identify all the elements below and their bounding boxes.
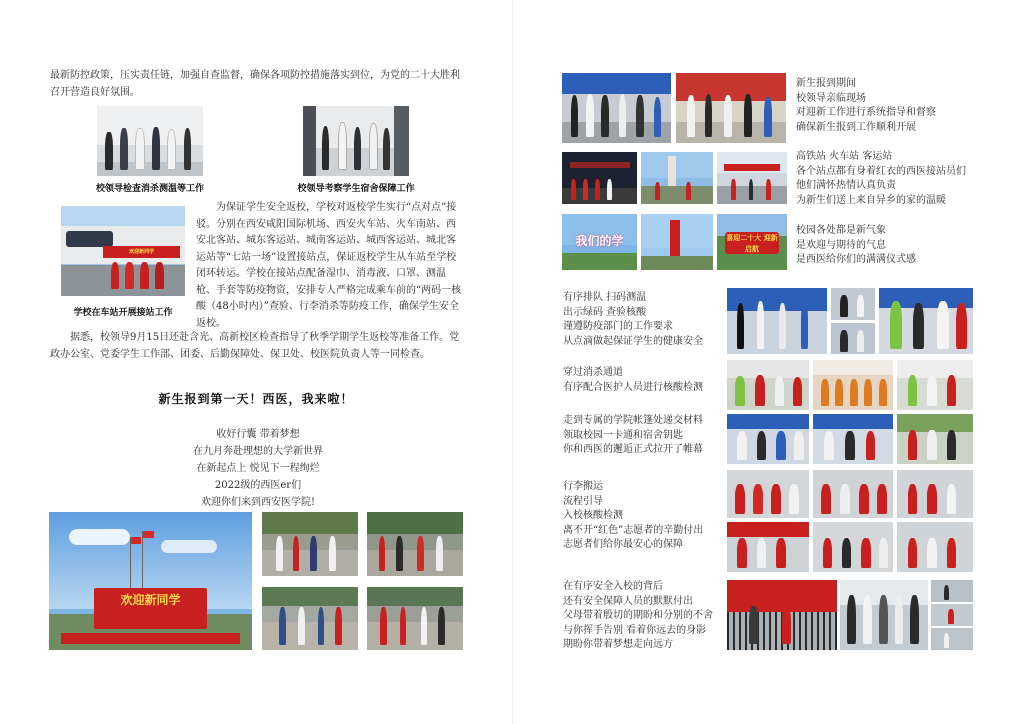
- text-line: 领取校园一卡通和宿舍钥匙: [563, 429, 683, 441]
- station-banner: [103, 246, 180, 259]
- text-group-campus: [796, 224, 916, 268]
- photo-station-day: [641, 152, 713, 204]
- intro-text: 最新防控政策，压实责任链，加强自查监督，确保各项防控措施落实到位，为党的二十大胜利召开营造良好氛围。: [50, 70, 460, 98]
- text-line: 期盼你带着梦想走向远方: [563, 639, 673, 650]
- photo-volunteers-2: [813, 470, 893, 518]
- party-sign: [725, 232, 778, 254]
- photo-scan-temp: [831, 288, 875, 320]
- photo-station-gate: [717, 152, 787, 204]
- party-sign-text: 喜迎二十大 迎新启航: [726, 232, 778, 253]
- text-line: 为新生们送上来自异乡的家的温暖: [796, 194, 946, 206]
- caption-station: 学校在车站开展接站工作: [73, 308, 173, 318]
- text-line: 父母带着殷切的期盼和分别的不舍: [563, 610, 713, 621]
- text-line: 高铁站 火车站 客运站: [796, 151, 893, 162]
- text-line: 流程引导: [563, 495, 603, 507]
- photo-code-check: [727, 288, 827, 354]
- photo-campus-gate: [49, 512, 252, 650]
- photo-volunteers-3: [897, 470, 973, 518]
- welcome-poem: [130, 426, 386, 511]
- photo-leaders-tent: [562, 73, 671, 143]
- text-group-volunteers: [563, 480, 703, 553]
- photo-disinfect-channel: [727, 360, 809, 410]
- text-line: 你和西医的邂逅正式拉开了帷幕: [563, 444, 703, 455]
- photo-campus-flags: [641, 214, 713, 270]
- poem-line: 收好行囊 带着梦想: [216, 429, 300, 440]
- art-sign: [568, 231, 631, 251]
- poem-line: 2022级的西医er们: [214, 480, 302, 491]
- photo-freshmen-luggage-2: [367, 512, 463, 576]
- photo-freshmen-luggage-1: [262, 512, 358, 576]
- text-line: 从点滴做起保证学生的健康安全: [563, 335, 703, 347]
- photo-disinfection-check: [97, 106, 203, 176]
- photo-party-sign: [717, 214, 787, 270]
- photo-card-keys: [813, 414, 893, 464]
- text-line: 各个站点都有身着红衣的西医接站员们: [796, 165, 966, 177]
- text-line: 穿过消杀通道: [563, 367, 623, 378]
- photo-parents-farewell: [840, 580, 928, 650]
- photo-station-night: [562, 152, 637, 204]
- text-line: 确保新生报到工作顺利开展: [796, 121, 916, 133]
- section-heading: 新生报到第一天！西医，我来啦！: [158, 392, 354, 406]
- photo-scan-code: [831, 323, 875, 354]
- poem-line: 在九月奔赴理想的大学新世界: [193, 446, 323, 457]
- text-group-disinfect: [563, 366, 703, 395]
- photo-freshmen-luggage-3: [262, 587, 358, 650]
- photo-volunteers-6: [897, 522, 973, 572]
- photo-nucleic-test-2: [897, 360, 973, 410]
- poem-line: 欢迎你们来到西安医学院!: [200, 497, 316, 508]
- inspection-paragraph: 据悉，校领导9月15日还赴含光、高新校区检查指导了秋季学期学生返校等准备工作。党政办公室、党委学生工作部、团委、后勤保障处、保卫处、校医院负责人等一同检查。: [50, 332, 460, 360]
- art-sign-text: 我们的学: [575, 233, 624, 248]
- text-line: 有序配合医护人员进行核酸检测: [563, 381, 703, 393]
- photo-volunteers-1: [727, 470, 809, 518]
- text-line: 新生报到期间: [796, 78, 856, 89]
- text-line: 校园各处都是新气象: [796, 225, 886, 236]
- photo-nucleic-test-1: [813, 360, 893, 410]
- text-line: 有序排队 扫码测温: [563, 292, 647, 303]
- text-group-stations: [796, 150, 966, 208]
- poem-line: 在新起点上 悦见下一程绚烂: [196, 463, 320, 474]
- text-line: 出示绿码 查验核酸: [563, 306, 647, 318]
- text-line: 是西医给你们的满满仪式感: [796, 254, 916, 265]
- text-line: 与你挥手告别 看着你远去的身影: [563, 624, 707, 636]
- text-line: 还有安全保障人员的默默付出: [563, 595, 693, 607]
- photo-school-gate-crowd: [727, 580, 837, 650]
- photo-dorm-inspection: [303, 106, 409, 176]
- text-group-farewell: [563, 580, 713, 653]
- text-line: 走到专属的学院帐篷处递交材料: [563, 415, 703, 426]
- text-line: 校领导亲临现场: [796, 92, 866, 104]
- text-line: 对迎新工作进行系统指导和督察: [796, 107, 936, 118]
- photo-green-code: [879, 288, 973, 354]
- page-divider: [512, 0, 513, 724]
- station-banner-text: 欢迎新同学: [129, 248, 155, 255]
- campus-sign: [94, 588, 208, 629]
- text-group-materials: [563, 414, 703, 458]
- text-line: 在有序安全入校的背后: [563, 581, 663, 592]
- photo-farewell-small-2: [931, 604, 973, 626]
- text-line: 谨遵防疫部门的工作要求: [563, 321, 673, 332]
- photo-farewell-small-3: [931, 628, 973, 650]
- campus-sign-text: 欢迎新同学: [120, 592, 181, 607]
- photo-freshmen-luggage-4: [367, 587, 463, 650]
- photo-volunteers-5: [813, 522, 893, 572]
- text-line: 是欢迎与期待的气息: [796, 239, 886, 251]
- text-group-queue: [563, 291, 703, 349]
- caption-dorm: 校领导考察学生宿舍保障工作: [297, 184, 415, 194]
- photo-station-pickup: [61, 206, 185, 296]
- photo-farewell-small-1: [931, 580, 973, 602]
- station-paragraph: 为保证学生安全返校，学校对返校学生实行“点对点”接驳。分别在西安咸阳国际机场、西安火车站、火车南站、西安北客站、城东客运站、城南客运站、城西客运站、城北客运站等“七站一场”设置接站点，保证返校学生从车站至学校闭环转运。学校在接站点配备湿巾、消毒液、口罩、测温枪、手套等防疫物资，安排专人严格完成乘车前的“两码一核酸（48小时内）”查验、行李消杀等防疫工作，确保学生安全返校。: [196, 202, 462, 329]
- text-group-leaders: [796, 77, 936, 135]
- text-line: 行李搬运: [563, 481, 603, 492]
- photo-college-tent: [727, 414, 809, 464]
- text-line: 离不开“红色”志愿者的辛勤付出: [563, 524, 704, 536]
- caption-disinfection: 校领导检查消杀测温等工作: [95, 184, 204, 194]
- photo-campus-art: [562, 214, 637, 270]
- photo-registration-desk: [897, 414, 973, 464]
- text-line: 他们满怀热情认真负责: [796, 180, 896, 191]
- photo-volunteers-4: [727, 522, 809, 572]
- text-line: 入校核酸检测: [563, 510, 623, 521]
- photo-leaders-hall: [676, 73, 786, 143]
- text-line: 志愿者们给你最安心的保障: [563, 539, 683, 550]
